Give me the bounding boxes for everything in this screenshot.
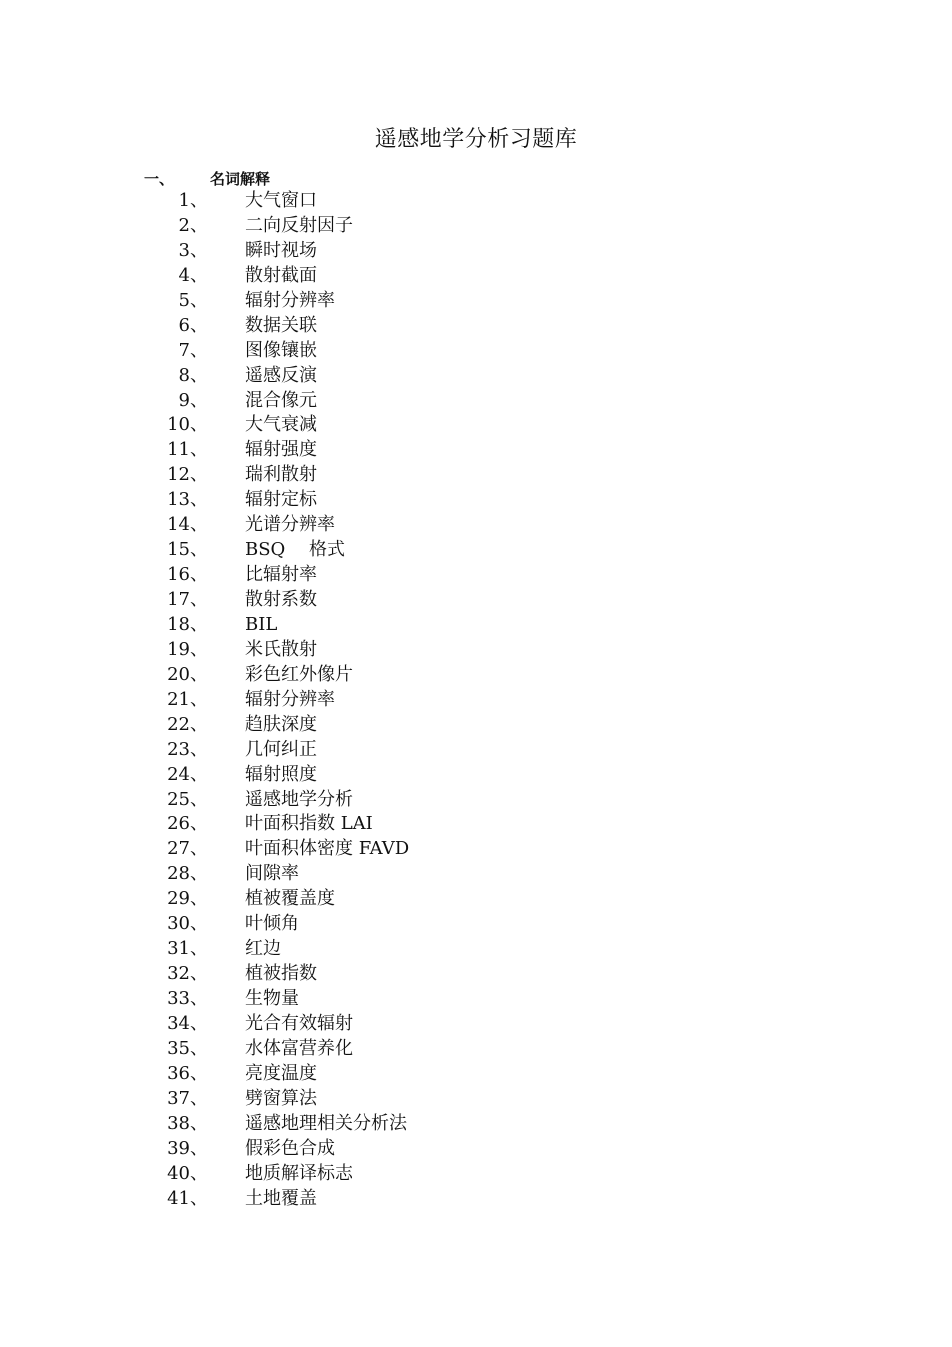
term-number: 37、 — [167, 1087, 208, 1109]
term-item — [160, 1137, 409, 1162]
term-number: 8、 — [178, 364, 208, 386]
term-text: 瞬时视场 — [245, 239, 317, 261]
term-number: 17、 — [167, 589, 208, 610]
term-number: 39、 — [167, 1137, 208, 1159]
term-number: 32、 — [167, 963, 208, 985]
term-text: 光合有效辐射 — [245, 1012, 353, 1034]
term-text: 辐射强度 — [245, 439, 317, 461]
section-heading — [144, 168, 270, 190]
term-number: 5、 — [178, 289, 208, 311]
term-item — [160, 962, 409, 987]
term-item — [160, 1087, 409, 1112]
term-text: 几何纠正 — [245, 738, 317, 760]
term-number: 30、 — [167, 913, 208, 935]
term-item — [160, 264, 409, 289]
term-text: 辐射照度 — [245, 763, 317, 785]
term-item — [160, 389, 409, 414]
term-item — [160, 812, 409, 837]
term-item — [160, 513, 409, 538]
term-text: 混合像元 — [245, 389, 317, 411]
term-item — [160, 1112, 409, 1137]
term-item — [160, 638, 409, 663]
term-item — [160, 713, 409, 738]
term-item — [160, 738, 409, 763]
term-text: 辐射定标 — [245, 489, 317, 511]
term-item — [160, 339, 409, 364]
term-number: 7、 — [178, 339, 208, 361]
term-number: 35、 — [167, 1037, 208, 1059]
term-number: 4、 — [178, 264, 208, 286]
term-item — [160, 214, 409, 239]
term-number: 33、 — [167, 988, 208, 1009]
term-text: 叶面积指数 LAI — [245, 813, 373, 835]
term-text: BIL — [245, 613, 278, 635]
term-number: 19、 — [167, 638, 208, 660]
term-number: 6、 — [178, 314, 208, 336]
term-text: 大气窗口 — [245, 190, 317, 211]
term-item — [160, 289, 409, 314]
term-text: 大气衰减 — [245, 414, 317, 436]
term-item — [160, 837, 409, 862]
term-item — [160, 887, 409, 912]
term-number: 34、 — [167, 1012, 208, 1034]
term-text: 水体富营养化 — [245, 1037, 353, 1059]
term-item — [160, 463, 409, 488]
term-number: 23、 — [167, 738, 208, 760]
term-number: 21、 — [167, 688, 208, 710]
term-item — [160, 1062, 409, 1087]
term-text: 彩色红外像片 — [245, 663, 353, 685]
term-text: 劈窗算法 — [245, 1087, 317, 1109]
term-item — [160, 937, 409, 962]
term-text: 土地覆盖 — [245, 1187, 317, 1209]
term-number: 26、 — [167, 813, 208, 835]
term-item — [160, 189, 409, 214]
term-item — [160, 987, 409, 1012]
term-number: 15、 — [167, 539, 208, 561]
section-number: 一、 — [144, 170, 175, 188]
term-number: 13、 — [167, 489, 208, 511]
term-text: 散射截面 — [245, 264, 317, 286]
term-number: 3、 — [178, 239, 208, 261]
term-text: 植被指数 — [245, 963, 317, 985]
term-number: 9、 — [178, 389, 208, 411]
term-text: 遥感地学分析 — [245, 788, 353, 810]
term-item — [160, 488, 409, 513]
term-text: BSQ 格式 — [245, 539, 346, 561]
term-number: 10、 — [167, 414, 208, 436]
term-number: 2、 — [178, 214, 208, 236]
term-item — [160, 788, 409, 813]
term-number: 18、 — [167, 613, 208, 635]
document-title: 遥感地学分析习题库 — [374, 127, 578, 152]
term-text: 比辐射率 — [245, 564, 317, 586]
term-list — [160, 189, 409, 1211]
term-item — [160, 239, 409, 264]
term-text: 瑞利散射 — [245, 464, 317, 486]
term-number: 28、 — [167, 863, 208, 885]
term-number: 14、 — [167, 514, 208, 536]
term-item — [160, 538, 409, 563]
term-text: 遥感反演 — [245, 364, 317, 386]
term-text: 亮度温度 — [245, 1062, 317, 1084]
term-text: 辐射分辨率 — [245, 289, 335, 311]
term-text: 叶倾角 — [245, 913, 299, 935]
term-number: 31、 — [167, 938, 208, 960]
term-item — [160, 1162, 409, 1187]
term-number: 25、 — [167, 788, 208, 810]
term-number: 12、 — [167, 464, 208, 486]
term-number: 22、 — [167, 713, 208, 735]
term-number: 29、 — [167, 888, 208, 910]
term-number: 40、 — [167, 1162, 208, 1184]
term-number: 27、 — [167, 838, 208, 860]
term-item — [160, 413, 409, 438]
term-text: 米氏散射 — [245, 638, 317, 660]
term-text: 红边 — [245, 938, 281, 960]
term-text: 光谱分辨率 — [245, 514, 335, 536]
term-number: 16、 — [167, 564, 208, 586]
term-number: 24、 — [167, 763, 208, 785]
term-item — [160, 1187, 409, 1212]
term-number: 41、 — [167, 1187, 208, 1209]
term-item — [160, 688, 409, 713]
term-text: 辐射分辨率 — [245, 688, 335, 710]
term-text: 趋肤深度 — [245, 713, 317, 735]
term-number: 36、 — [167, 1062, 208, 1084]
term-text: 散射系数 — [245, 589, 317, 610]
term-number: 20、 — [167, 663, 208, 685]
term-item — [160, 588, 409, 613]
term-item — [160, 1012, 409, 1037]
term-item — [160, 314, 409, 339]
term-text: 地质解译标志 — [245, 1162, 353, 1184]
term-number: 11、 — [167, 439, 208, 461]
term-text: 间隙率 — [245, 863, 299, 885]
term-text: 生物量 — [245, 988, 299, 1009]
term-text: 叶面积体密度 FAVD — [245, 838, 410, 860]
term-item — [160, 862, 409, 887]
term-item — [160, 1037, 409, 1062]
term-item — [160, 364, 409, 389]
term-item — [160, 763, 409, 788]
term-item — [160, 563, 409, 588]
section-title: 名词解释 — [210, 170, 271, 188]
term-number: 38、 — [167, 1112, 208, 1134]
term-text: 遥感地理相关分析法 — [245, 1112, 407, 1134]
term-text: 图像镶嵌 — [245, 339, 317, 361]
term-item — [160, 438, 409, 463]
term-text: 植被覆盖度 — [245, 888, 335, 910]
term-item — [160, 613, 409, 638]
term-number: 1、 — [178, 190, 208, 211]
term-text: 假彩色合成 — [245, 1137, 335, 1159]
term-text: 数据关联 — [245, 314, 317, 336]
term-item — [160, 912, 409, 937]
term-text: 二向反射因子 — [245, 214, 353, 236]
term-item — [160, 663, 409, 688]
